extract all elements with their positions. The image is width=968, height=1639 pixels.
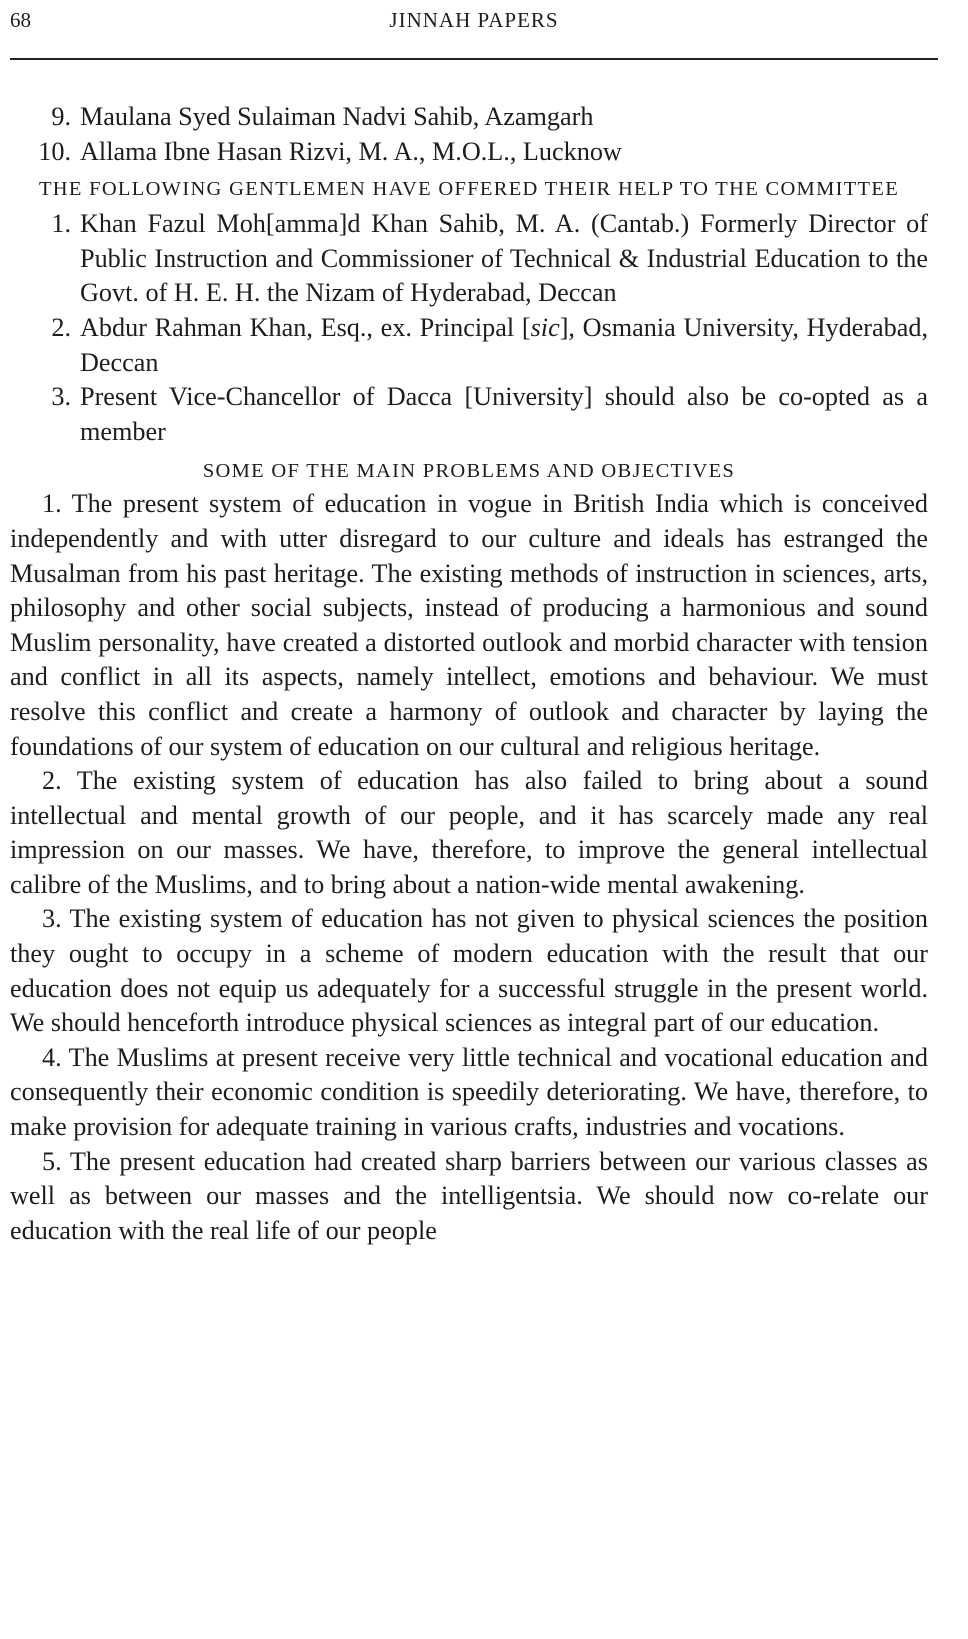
list-text: Khan Fazul Moh[amma]d Khan Sahib, M. A. (Cantab.) Formerly Director of Public Instruction and Commissioner of Technical & Industrial Education to the Govt. of H. E. H. the Nizam of Hyderabad, Deccan bbox=[80, 209, 928, 308]
list-number: 1. bbox=[51, 209, 71, 239]
list-item bbox=[10, 311, 928, 380]
list-number: 3. bbox=[51, 382, 71, 412]
list-text-part: ], Osmania University, Hyderabad, Deccan bbox=[80, 312, 929, 377]
running-head bbox=[10, 8, 938, 38]
list-text bbox=[80, 311, 928, 380]
paragraph-4: 4. The Muslims at present receive very little technical and vocational education and consequently their economic condition is speedily deteriorating. We have, therefore, to make provision for adequate training in various crafts, industries and vocations. bbox=[10, 1042, 928, 1142]
list-item bbox=[10, 135, 928, 170]
list-number: 10. bbox=[38, 136, 71, 166]
list-text: Allama Ibne Hasan Rizvi, M. A., M.O.L., Lucknow bbox=[80, 136, 622, 166]
section-heading-helpers: THE FOLLOWING GENTLEMEN HAVE OFFERED THEIR HELP TO THE COMMITTEE bbox=[38, 178, 900, 201]
list-number: 9. bbox=[51, 102, 71, 131]
paragraph-1: 1. The present system of education in vogue in British India which is conceived independently and with utter disregard to our culture and ideals has estranged the Musalman from his past heritage. The existing methods of instruction in sciences, arts, philosophy and other social subjects, instead of producing a harmonious and sound Muslim personality, have created a distorted outlook and morbid character with tension and conflict in all its aspects, namely intellect, emotions and behaviour. We must resolve this conflict and create a harmony of outlook and character by laying the foundations of our system of education on our cultural and religious heritage. bbox=[10, 489, 928, 761]
list-item bbox=[10, 100, 928, 135]
list-text: Maulana Syed Sulaiman Nadvi Sahib, Azamgarh bbox=[80, 102, 594, 131]
running-title: JINNAH PAPERS bbox=[389, 8, 559, 32]
list-number: 2. bbox=[51, 312, 71, 342]
paragraph-3: 3. The existing system of education has not given to physical sciences the position they ought to occupy in a scheme of modern education with the result that our education does not equip us adequately for a successful struggle in the present world. We should henceforth introduce physical sciences as integral part of our education. bbox=[10, 904, 928, 1038]
list-item bbox=[10, 207, 928, 311]
paragraph-2: 2. The existing system of education has also failed to bring about a sound intellectual and mental growth of our people, and it has scarcely made any real impression on our masses. We have, therefore, to improve the general intellectual calibre of the Muslims, and to bring about a nation-wide mental awakening. bbox=[10, 766, 928, 899]
body-text bbox=[10, 100, 928, 1248]
list-item bbox=[10, 380, 928, 449]
list-text-part: Abdur Rahman Khan, Esq., ex. Principal [ bbox=[80, 312, 531, 342]
list-text: Present Vice-Chancellor of Dacca [University] should also be co-opted as a member bbox=[80, 382, 928, 446]
sic-marker: sic bbox=[530, 312, 560, 342]
page-number: 68 bbox=[10, 8, 31, 32]
section-heading-problems: SOME OF THE MAIN PROBLEMS AND OBJECTIVES bbox=[202, 460, 736, 483]
paragraph-5: 5. The present education had created sharp barriers between our various classes as well as between our masses and the intelligentsia. We should now co-relate our education with the real life of our people bbox=[10, 1146, 928, 1245]
header-rule bbox=[10, 58, 938, 60]
